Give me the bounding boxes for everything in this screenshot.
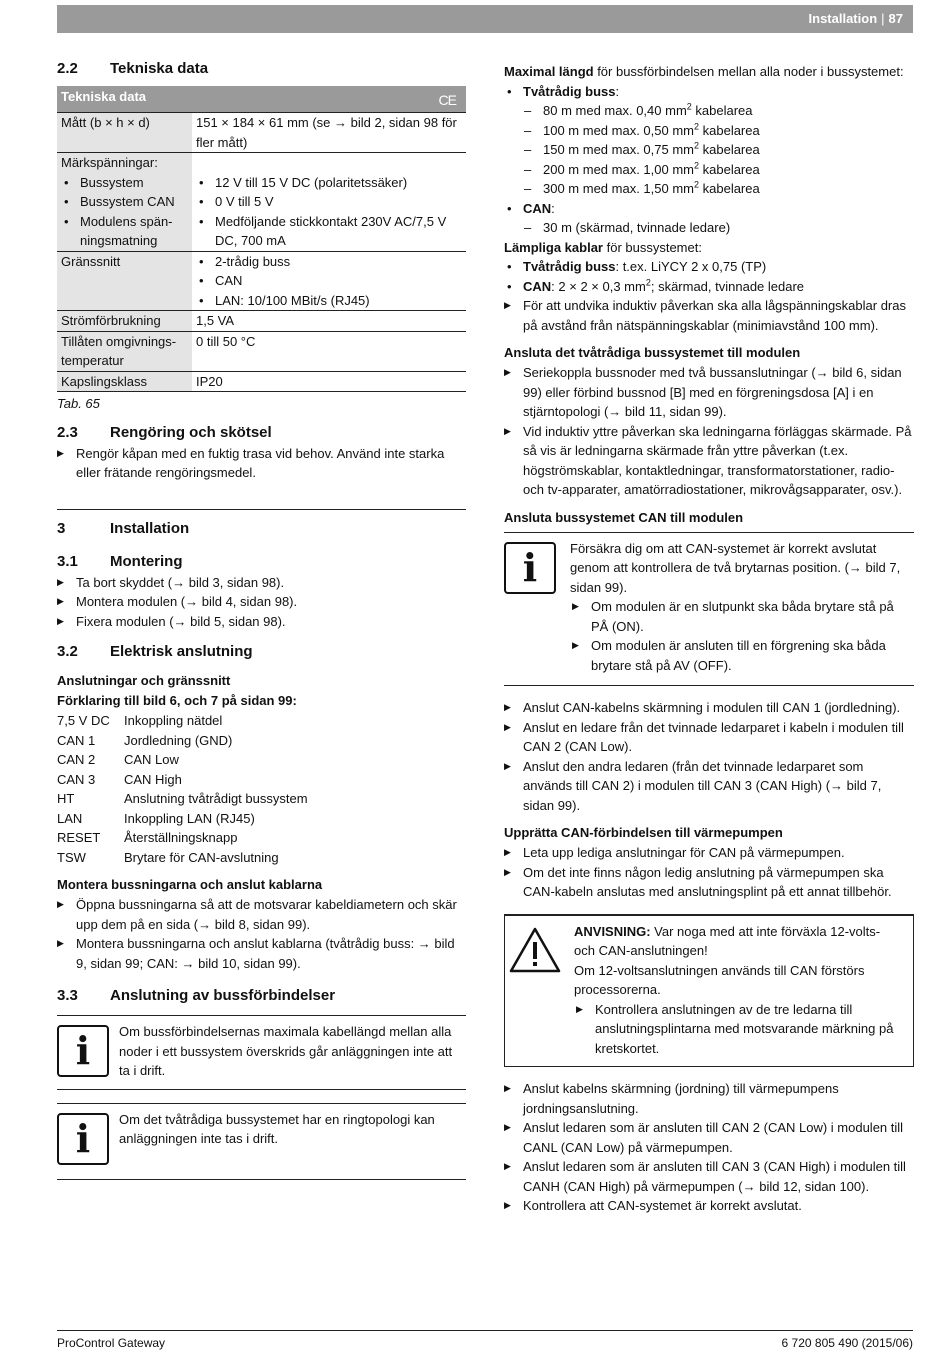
warning-triangle-icon: [509, 926, 561, 974]
info-box: i Om bussförbindelsernas maximala kabellängd mellan alla noder i ett bussystem överskrids går anläggningen inte att ta i drift.: [57, 1015, 466, 1090]
section-3-2-heading: 3.2 Elektrisk anslutning: [57, 643, 253, 660]
list-item: ▶ Om modulen är ansluten till en förgrening ska båda brytare stå på AV (OFF).: [572, 636, 914, 675]
info-box: i Om det tvåtrådiga bussystemet har en ringtopologi kan anläggningen inte tas i drift.: [57, 1103, 466, 1180]
subheading-bushings: Montera bussningarna och anslut kablarna: [57, 877, 323, 892]
technical-data-table: [57, 86, 466, 392]
info-icon: i: [57, 1113, 109, 1165]
list-item: ▶ Seriekoppla bussnoder med två bussanslutningar (→ bild 6, sidan 99) eller förbind bussnod [B] med en förgreningsdosa [A] i en stjärntopologi (→ bild 11, sidan 99).: [504, 363, 914, 422]
list-item: ▶ Om det inte finns någon ledig anslutning på värmepumpen ska CAN-kabeln anslutas med anslutningsplint på ett annat tillbehör.: [504, 863, 914, 902]
list-item: ▶ Kontrollera att CAN-systemet är korrekt avslutat.: [504, 1196, 914, 1216]
table-row: • CAN: [57, 271, 466, 291]
subheading-can: Ansluta bussystemet CAN till modulen: [504, 509, 744, 525]
list-item: • Tvåtrådig buss:: [504, 82, 914, 102]
list-item: ▶ Anslut ledaren som är ansluten till CAN 3 (CAN High) i modulen till CANH (CAN High) på värmepumpen (→ bild 12, sidan 100).: [504, 1157, 914, 1196]
footer-docnumber: 6 720 805 490 (2015/06): [781, 1336, 913, 1350]
table-row: Mått (b × h × d) 151 × 184 × 61 mm (se → bild 2, sidan 98 för fler mått): [57, 113, 466, 153]
list-item: ▶ Om modulen är en slutpunkt ska båda brytare stå på PÅ (ON).: [572, 597, 914, 636]
list-item: ▶ Anslut ledaren som är ansluten till CAN 2 (CAN Low) i modulen till CANL (CAN Low) på värmepumpen.: [504, 1118, 914, 1157]
list-item: ▶ Anslut den andra ledaren (från det tvinnade ledarparet som används till CAN 2) i modulen till CAN 3 (CAN High) (→ bild 7, sidan 99).: [504, 757, 914, 816]
info-icon: i: [504, 542, 556, 594]
info-icon: i: [57, 1025, 109, 1077]
table-row: • Bussystem CAN • 0 V till 5 V: [57, 192, 466, 212]
table-row: Strömförbrukning 1,5 VA: [57, 311, 466, 332]
list-item: ▶ Anslut en ledare från det tvinnade ledarparet i kabeln i modulen till CAN 2 (CAN Low).: [504, 718, 914, 757]
connector-legend: 7,5 V DC Inkoppling nätdel CAN 1 Jordledning (GND) CAN 2 CAN Low CAN 3 CAN High HT Anslutning tvåtrådigt bussystem LAN Inkoppling LAN (RJ45) RESET Återställningsknapp TSW Brytare för CAN-avslutning: [57, 713, 308, 865]
list-item: ▶ För att undvika induktiv påverkan ska alla lågspänningskablar dras på avstånd från nätspänningskablar (minimiavstånd 100 mm).: [504, 296, 914, 335]
subheading-heatpump: Upprätta CAN-förbindelsen till värmepumpen: [504, 825, 783, 840]
table-header: Tekniska data CE: [57, 86, 466, 113]
header-section: Installation: [808, 11, 878, 27]
list-item: – 30 m (skärmad, tvinnade ledare): [504, 218, 914, 238]
list-item: ▶ Vid induktiv yttre påverkan ska ledningarna förläggas skärmade. På så vis är ledningarna skärmade från yttre påverkan (t.ex. högströmskablar, kontaktledningar, transformatorstationer, radio- och tv-apparater, amatörradiostationer, mikrovågsapparater, osv.).: [504, 422, 914, 500]
list-item: ▶ Rengör kåpan med en fuktig trasa vid behov. Använd inte starka eller frätande rengöringsmedel.: [57, 444, 466, 483]
subheading-legend: Förklaring till bild 6, och 7 på sidan 99:: [57, 693, 297, 708]
right-column: [504, 62, 914, 1216]
list-item: ▶ Montera modulen (→ bild 4, sidan 98).: [57, 592, 466, 612]
section-2-2-heading: 2.2 Tekniska data: [57, 60, 209, 77]
page-header: [57, 5, 913, 33]
table-row: Gränssnitt • 2-trådig buss: [57, 251, 466, 271]
info-box: i Försäkra dig om att CAN-systemet är korrekt avslutat genom att kontrollera de två brytarnas position. (→ bild 7, sidan 99). ▶ Om modulen är en slutpunkt ska båda brytare stå på PÅ (ON). ▶ Om modulen är ansluten till en förgrening ska båda brytare stå på AV (OFF).: [504, 532, 914, 687]
warning-box: ANVISNING: Var noga med att inte förväxla 12-volts- och CAN-anslutningen! Om 12-voltsanslutningen används till CAN förstörs processorerna. ▶ Kontrollera anslutningen av de tre ledarna till anslutningsplintarna med motsvarande märkning på kretskortet.: [504, 914, 914, 1068]
table-caption: Tab. 65: [57, 396, 100, 411]
header-separator: |: [881, 11, 885, 27]
list-item: – 300 m med max. 1,50 $mm^2$ kabelarea: [504, 179, 914, 199]
list-item: • CAN:: [504, 199, 914, 219]
header-page-number: 87: [888, 11, 903, 27]
cables-intro: Lämpliga kablar för bussystemet:: [504, 239, 702, 255]
ce-mark-icon: CE: [438, 92, 456, 109]
page-footer: [57, 1330, 913, 1354]
list-item: ▶ Leta upp lediga anslutningar för CAN på värmepumpen.: [504, 843, 914, 863]
table-row: • Bussystem • 12 V till 15 V DC (polaritetssäker): [57, 173, 466, 193]
list-item: – 200 m med max. 1,00 $mm^2$ kabelarea: [504, 160, 914, 180]
list-item: • CAN: 2 × 2 × 0,3 $mm^2$; skärmad, tvinnade ledare: [504, 277, 914, 297]
table-row: • Modulens spän-ningsmatning • Medföljande stickkontakt 230V AC/7,5 V DC, 700 mA: [57, 212, 466, 252]
section-2-3-heading: 2.3 Rengöring och skötsel: [57, 423, 272, 441]
subheading-twowire: Ansluta det tvåtrådiga bussystemet till modulen: [504, 345, 801, 360]
list-item: ▶ Anslut CAN-kabelns skärmning i modulen till CAN 1 (jordledning).: [504, 698, 914, 718]
section-3-3-heading: 3.3 Anslutning av bussförbindelser: [57, 987, 336, 1004]
list-item: ▶ Öppna bussningarna så att de motsvarar kabeldiametern och skär upp dem på en sida (→ bild 8, sidan 99).: [57, 895, 466, 934]
left-column: [57, 58, 466, 1180]
subheading-connections: Anslutningar och gränssnitt: [57, 673, 231, 688]
footer-product: ProControl Gateway: [57, 1336, 166, 1350]
section-3-1-heading: 3.1 Montering: [57, 552, 183, 570]
list-item: ▶ Fixera modulen (→ bild 5, sidan 98).: [57, 612, 466, 632]
list-item: ▶ Ta bort skyddet (→ bild 3, sidan 98).: [57, 573, 466, 593]
list-item: ▶ Kontrollera anslutningen av de tre ledarna till anslutningsplintarna med motsvarande märkning på kretskortet.: [576, 1000, 897, 1059]
list-item: • Tvåtrådig buss: t.ex. LiYCY 2 x 0,75 (TP): [504, 257, 914, 277]
list-item: ▶ Anslut kabelns skärmning (jordning) till värmepumpens jordningsanslutning.: [504, 1079, 914, 1118]
list-item: ▶ Montera bussningarna och anslut kablarna (tvåtrådig buss: → bild 9, sidan 99; CAN: → bild 10, sidan 99).: [57, 934, 466, 973]
list-item: – 100 m med max. 0,50 $mm^2$ kabelarea: [504, 121, 914, 141]
list-item: – 80 m med max. 0,40 $mm^2$ kabelarea: [504, 101, 914, 121]
table-row: Märkspänningar:: [57, 153, 466, 173]
section-3-heading: 3 Installation: [57, 519, 190, 537]
table-row: Kapslingsklass IP20: [57, 371, 466, 392]
max-length-intro: Maximal längd för bussförbindelsen mellan alla noder i bussystemet:: [504, 64, 904, 79]
table-row: Tillåten omgivnings-temperatur 0 till 50 °C: [57, 331, 466, 371]
table-row: • LAN: 10/100 MBit/s (RJ45): [57, 291, 466, 311]
list-item: – 150 m med max. 0,75 $mm^2$ kabelarea: [504, 140, 914, 160]
